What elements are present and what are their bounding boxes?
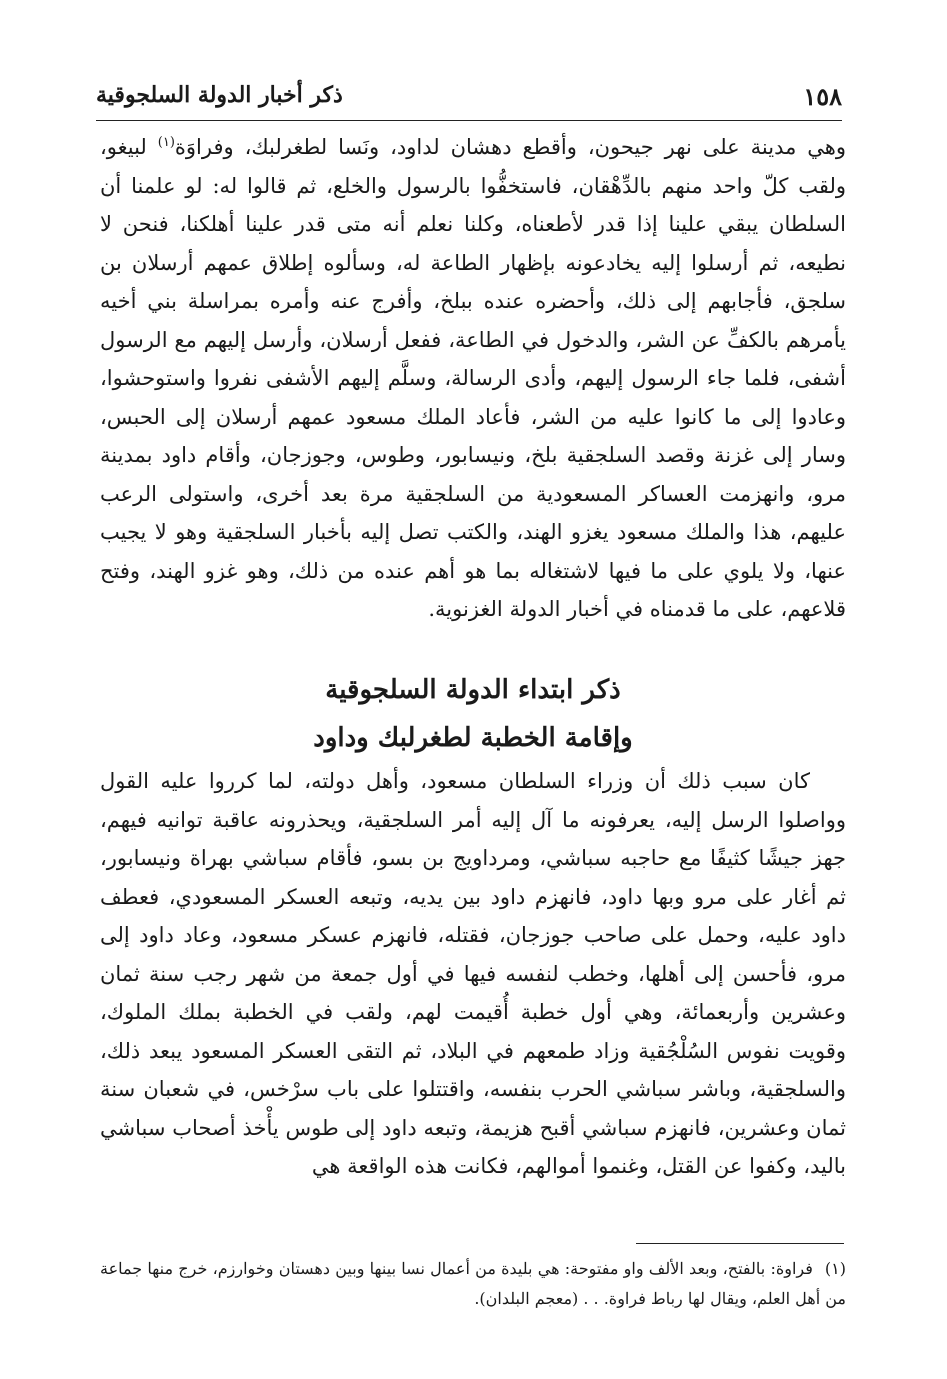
paragraph-1-start: وهي مدينة على نهر جيحون، وأقطع دهشان لداود، ونَسا لطغرلبك، وفراوَة	[174, 135, 846, 159]
paragraph-1-rest: لبيغو، ولقب كلّ واحد منهم بالدِّهْقان، فاستخفُّوا بالرسول والخلع، ثم قالوا له: لو علمنا أن السلطان يبقي علينا إذا قدر لأطعناه، وكلنا نعلم أنه متى قدر علينا أهلكنا، فنحن لا نطيعه، ثم أرسلوا إليه يخادعونه بإظهار الطاعة له، وسألوه إطلاق عمهم أرسلان بن سلجق، فأجابهم إلى ذلك، وأحضره عنده ببلخ، وأفرج عنه وأمره بمراسلة بني أخيه يأمرهم بالكفِّ عن الشر، والدخول في الطاعة، ففعل أرسلان، وأرسل إليهم مع الرسول أشفى، فلما جاء الرسول إليهم، وأدى الرسالة، وسلَّم إليهم الأشفى نفروا واستوحشوا، وعادوا إلى ما كانوا عليه من الشر، فأعاد الملك مسعود عمهم أرسلان إلى الحبس، وسار إلى غزنة وقصد السلجقية بلخ، ونيسابور، وطوس، وجوزجان، وأقام داود بمدينة مرو، وانهزمت العساكر المسعودية من السلجقية مرة بعد أخرى، واستولى الرعب عليهم، هذا والملك مسعود يغزو الهند، والكتب تصل إليه بأخبار السلجقية وهو لا يجيب عنها، ولا يلوي على ما فيها لاشتغاله بما هو أهم عنده من ذلك، وهو غزو الهند، وفتح قلاعهم، على ما قدمناه في أخبار الدولة الغزنوية.	[100, 135, 846, 621]
footnote-divider	[636, 1243, 844, 1244]
paragraph-2: كان سبب ذلك أن وزراء السلطان مسعود، وأهل دولته، لما كرروا عليه القول وواصلوا الرسل إليه، يعرفونه ما آل إليه أمر السلجقية، ويحذرونه عاقبة توانيه فيهم، جهز جيشًا كثيفًا مع حاجبه سباشي، ومرداويج بن بسو، فأقام سباشي بهراة ونيسابور، ثم أغار على مرو وبها داود، فانهزم داود بين يديه، وتبعه العسكر المسعودي، فعطف داود عليه، وحمل على صاحب جوزجان، فقتله، فانهزم عسكر مسعود، وعاد داود إلى مرو، فأحسن إلى أهلها، وخطب لنفسه فيها في أول جمعة من شهر رجب سنة ثمان وعشرين وأربعمائة، وهي أول خطبة أُقيمت لهم، ولقب في الخطبة بملك الملوك، وقويت نفوس السُلْجُقية وزاد طمعهم في البلاد، ثم التقى العسكر المسعود يبعد ذلك، والسلجقية، وباشر سباشي الحرب بنفسه، واقتتلوا على باب سرْخس، في شعبان سنة ثمان وعشرين، فانهزم سباشي أقبح هزيمة، وتبعه داود إلى طوس يأْخذ أصحاب سباشي باليد، وكفوا عن القتل، وغنموا أموالهم، فكانت هذه الواقعة هي	[100, 769, 846, 1178]
footnote	[100, 1254, 846, 1314]
body-text-bottom	[100, 762, 846, 1186]
running-title: ذكر أخبار الدولة السلجوقية	[96, 82, 343, 108]
section-heading-line-1: ذكر ابتداء الدولة السلجوقية	[325, 675, 621, 705]
footnote-text: فراوة: بالفتح، وبعد الألف واو مفتوحة: هي بليدة من أعمال نسا بينها وبين دهستان وخوارزم، خرج منها جماعة من أهل العلم، ويقال لها رباط فراوة. . . (معجم البلدان).	[100, 1259, 846, 1308]
body-text-top	[100, 128, 846, 629]
running-head	[96, 80, 842, 121]
paragraph-1	[100, 128, 846, 629]
footnote-number: (١)	[824, 1259, 846, 1278]
footnote-reference: (١)	[157, 135, 175, 150]
page-number: ١٥٨	[803, 82, 842, 111]
section-heading-line-2: وإقامة الخطبة لطغرلبك وداود	[313, 723, 633, 753]
